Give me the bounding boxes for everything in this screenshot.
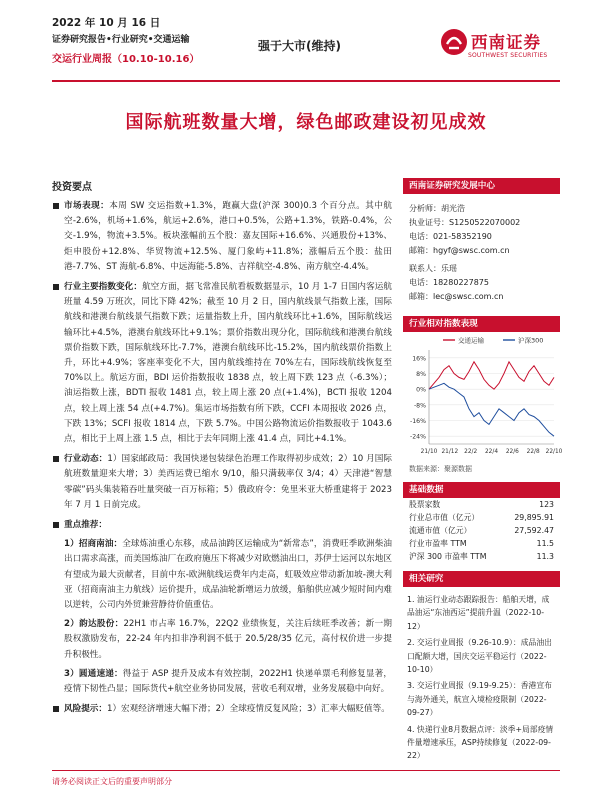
header-rule — [52, 80, 560, 82]
legend-label: 沪深300 — [518, 336, 544, 345]
bullet-square-icon — [53, 522, 59, 528]
para-lead: 市场表现： — [64, 201, 110, 211]
summary-column — [52, 178, 392, 723]
x-tick-label: 21/10 — [420, 449, 438, 455]
series-line-0 — [429, 362, 554, 389]
summary-heading: 投资要点 — [52, 182, 92, 193]
contact-phone: 电话：18280227875 — [409, 278, 489, 287]
report-date: 2022 年 10 月 16 日 — [52, 17, 161, 29]
chart-box — [403, 316, 563, 474]
y-tick-label: 8% — [416, 371, 426, 378]
base-data-box — [403, 482, 560, 563]
related-list — [403, 587, 560, 763]
bullet-square-icon — [53, 456, 59, 462]
bullet-square-icon — [53, 203, 59, 209]
pick-2: 2）韵达股份：22H1 市占率 16.7%，22Q2 业绩恢复，关注后续旺季改善；新一期股权激励发布，22-24 年内扣非净利润不低于 20.5/28/35 亿元，高付权价进一步提升积极性。 — [64, 619, 392, 660]
list-item[interactable]: 1. 油运行业动态跟踪报告：船舶天增，成品油运“东油西运”提前升温（2022-10-12） — [407, 595, 550, 631]
para-lead: 行业动态： — [64, 454, 108, 465]
x-tick-label: 22/8 — [526, 449, 540, 455]
y-tick-label: 16% — [412, 355, 426, 363]
para-lead: 重点推荐： — [64, 520, 107, 531]
footer-disclaimer: 请务必阅读正文后的重要声明部分 — [52, 777, 172, 786]
x-tick-label: 22/4 — [484, 449, 499, 455]
summary-risk — [52, 702, 392, 717]
analyst-block — [403, 194, 560, 310]
logo-cn-text: 西南证券 — [471, 33, 541, 52]
company-logo — [440, 26, 560, 74]
bullet-square-icon — [53, 284, 59, 290]
footer-rule — [52, 770, 560, 771]
analyst-cert: 执业证号：S1250522070002 — [409, 218, 521, 227]
relative-index-chart — [403, 332, 563, 462]
table-row: 流通市值（亿元） 27,592.47 — [409, 526, 554, 535]
list-item[interactable]: 3. 交运行业周报（9.19-9.25）：香港宣布与海外通关，航宣入境检疫限制（2022-09-27） — [407, 681, 552, 718]
y-tick-label: 0% — [416, 386, 426, 394]
para-text: 1）国家邮政局：我国快递包装绿色治理工作取得初步成效；2）10 月国际航班数量迎来大增；3）美西运费已缩水 9/10，船只满载率仅 3/4；4）天津港“智慧零碳”码头集装箱吞吐量突破一百万标箱；5）俄政府令：免里米亚大桥重建将于 2023 年 7 月 1 日前完成。 — [64, 454, 392, 510]
base-data-table — [403, 498, 560, 563]
list-item[interactable]: 4. 快递行业8月数据点评：淡季+局部疫情件量增速承压，ASP持续修复（2022-09-22） — [407, 724, 554, 761]
summary-news — [52, 452, 392, 513]
logo-mark-icon — [440, 28, 468, 56]
base-title: 基础数据 — [403, 482, 560, 498]
weekly-label: 交运行业周报（10.10-10.16） — [52, 54, 200, 65]
institute-title: 西南证券研究发展中心 — [403, 178, 560, 194]
industry-rating: 强于大市(维持) — [258, 39, 341, 53]
para-lead: 风险提示： — [64, 704, 107, 715]
x-tick-label: 22/2 — [464, 449, 478, 455]
table-row: 行业总市值（亿元） 29,895.91 — [409, 513, 554, 522]
pick-3: 3）圆通速递：得益于 ASP 提升及成本有效控制，2022H1 快递单票毛利修复显著，疫情下韧性凸显；国际货代+航空业务协同发展，营收毛利双增，业务发展稳中向好。 — [64, 668, 392, 695]
y-tick-label: -24% — [410, 433, 426, 441]
table-row: 股票家数 123 — [409, 500, 554, 509]
x-tick-label: 22/10 — [545, 449, 563, 455]
summary-market — [52, 199, 392, 275]
page-title: 国际航班数量大增，绿色邮政建设初见成效 — [125, 112, 487, 133]
chart-title: 行业相对指数表现 — [403, 316, 560, 332]
para-text: 1）宏观经济增速大幅下滑；2）全球疫情反复风险；3）汇率大幅贬值等。 — [106, 704, 390, 715]
table-row: 沪深 300 市盈率 TTM 11.3 — [409, 552, 554, 561]
sidebar — [403, 178, 563, 766]
summary-index — [52, 280, 392, 447]
related-title: 相关研究 — [403, 571, 560, 587]
list-item[interactable]: 2. 交运行业周报（9.26-10.9）：成品油出口配额大增，国庆交运平稳运行（2022-10-10） — [407, 638, 552, 675]
y-tick-label: -8% — [413, 402, 426, 410]
series-line-1 — [429, 383, 554, 436]
analyst-email[interactable]: 邮箱：hgyf@swsc.com.cn — [409, 246, 510, 255]
table-row: 行业市盈率 TTM 11.5 — [409, 539, 554, 548]
analyst-phone: 电话：021-58352190 — [409, 232, 492, 241]
legend-label: 交通运输 — [458, 336, 484, 345]
x-tick-label: 21/12 — [441, 449, 459, 455]
y-tick-label: -16% — [410, 418, 426, 425]
contact-email[interactable]: 邮箱：lec@swsc.com.cn — [409, 292, 504, 301]
bullet-square-icon — [53, 706, 59, 712]
para-text: 航空方面，据飞常准民航看板数据显示，10 月 1-7 日国内客运航班量 4.59 万班次，同比下降 42%；截至 10 月 2 日，国内航线景气指数上涨，国际航线和港澳台航线景气指数下跌；运量指数上升，国内航线环比+1.6%，国际航线运输环比+4.5%，港澳台航线环比+9.1%；票价指数出现分化，国际航线和港澳台航线票价指数下跌，国际航线环比-7.7%，港澳台航线环比-15.2%，国内航线票价指数上升，环比+4.9%；客座率变化不大，国内航线维持在 70%左右，国际线航线恢复至 70%以上。航运方面，BDI 运价指数报收 1838 点，较上周下跌 123 点（-6.3%）；油运指数上涨，BDTI 报收 1481 点，较上周上涨 20 点(+1.4%)，BCTI 报收 1204 点，较上周上涨 54 点(+4.7%)。集运市场指数有所下跌，CCFI 本周报收 2026 点，下跌 13%；SCFI 报收 1814 点，下跌 5.7%。中国公路物流运价指数报收于 1043.6 点，相比于上周上涨 1.5 点，相比于去年同期上涨 41.4 点，同比+4.1%。 — [64, 282, 392, 445]
contact-name: 联系人：乐瑶 — [409, 264, 457, 273]
chart-svg — [403, 332, 563, 462]
chart-source: 数据来源：聚源数据 — [409, 465, 472, 473]
logo-en-text: SOUTHWEST SECURITIES — [468, 52, 548, 59]
pick-1: 1）招商南油：全球炼油重心东移，成品油跨区运输成为“新常态”，消费旺季欧洲柴油出口需求高涨，而美国炼油厂在政府施压下将减少对欧燃油出口，苏伊士运河以东地区有望成为最大贡献者，目前中东-欧洲航线运费年内走高，虹吸效应带动新加坡-澳大利亚（招商南油主力航线）运价提升，成品油轮新增运力放缓，船舶供应减少短时间内难以逆转，公司内外贸兼营静待价值重估。 — [64, 539, 392, 611]
summary-picks — [52, 518, 392, 697]
para-text: 本周 SW 交运指数+1.3%，跑赢大盘(沪深 300)0.3 个百分点。其中航空-2.6%，机场+1.6%，航运+2.6%，港口+0.5%，公路+1.3%，铁路-0.4%，公交-1.9%，物流+3.5%。板块涨幅前五个股：嘉友国际+16.6%、兴通股份+13%、炬申股份+12.8%、华贸物流+12.5%、厦门象屿+11.8%；涨幅后五个股：盐田港-7.7%、ST 海航-6.8%、中远海能-5.8%、吉祥航空-4.8%、南方航空-4.4%。 — [64, 201, 392, 272]
related-research-box — [403, 571, 560, 763]
x-tick-label: 22/6 — [505, 449, 519, 455]
para-lead: 行业主要指数变化： — [64, 282, 143, 293]
report-type: 证券研究报告•行业研究•交通运输 — [52, 35, 190, 45]
analyst-name: 分析师：胡光浩 — [409, 204, 465, 213]
